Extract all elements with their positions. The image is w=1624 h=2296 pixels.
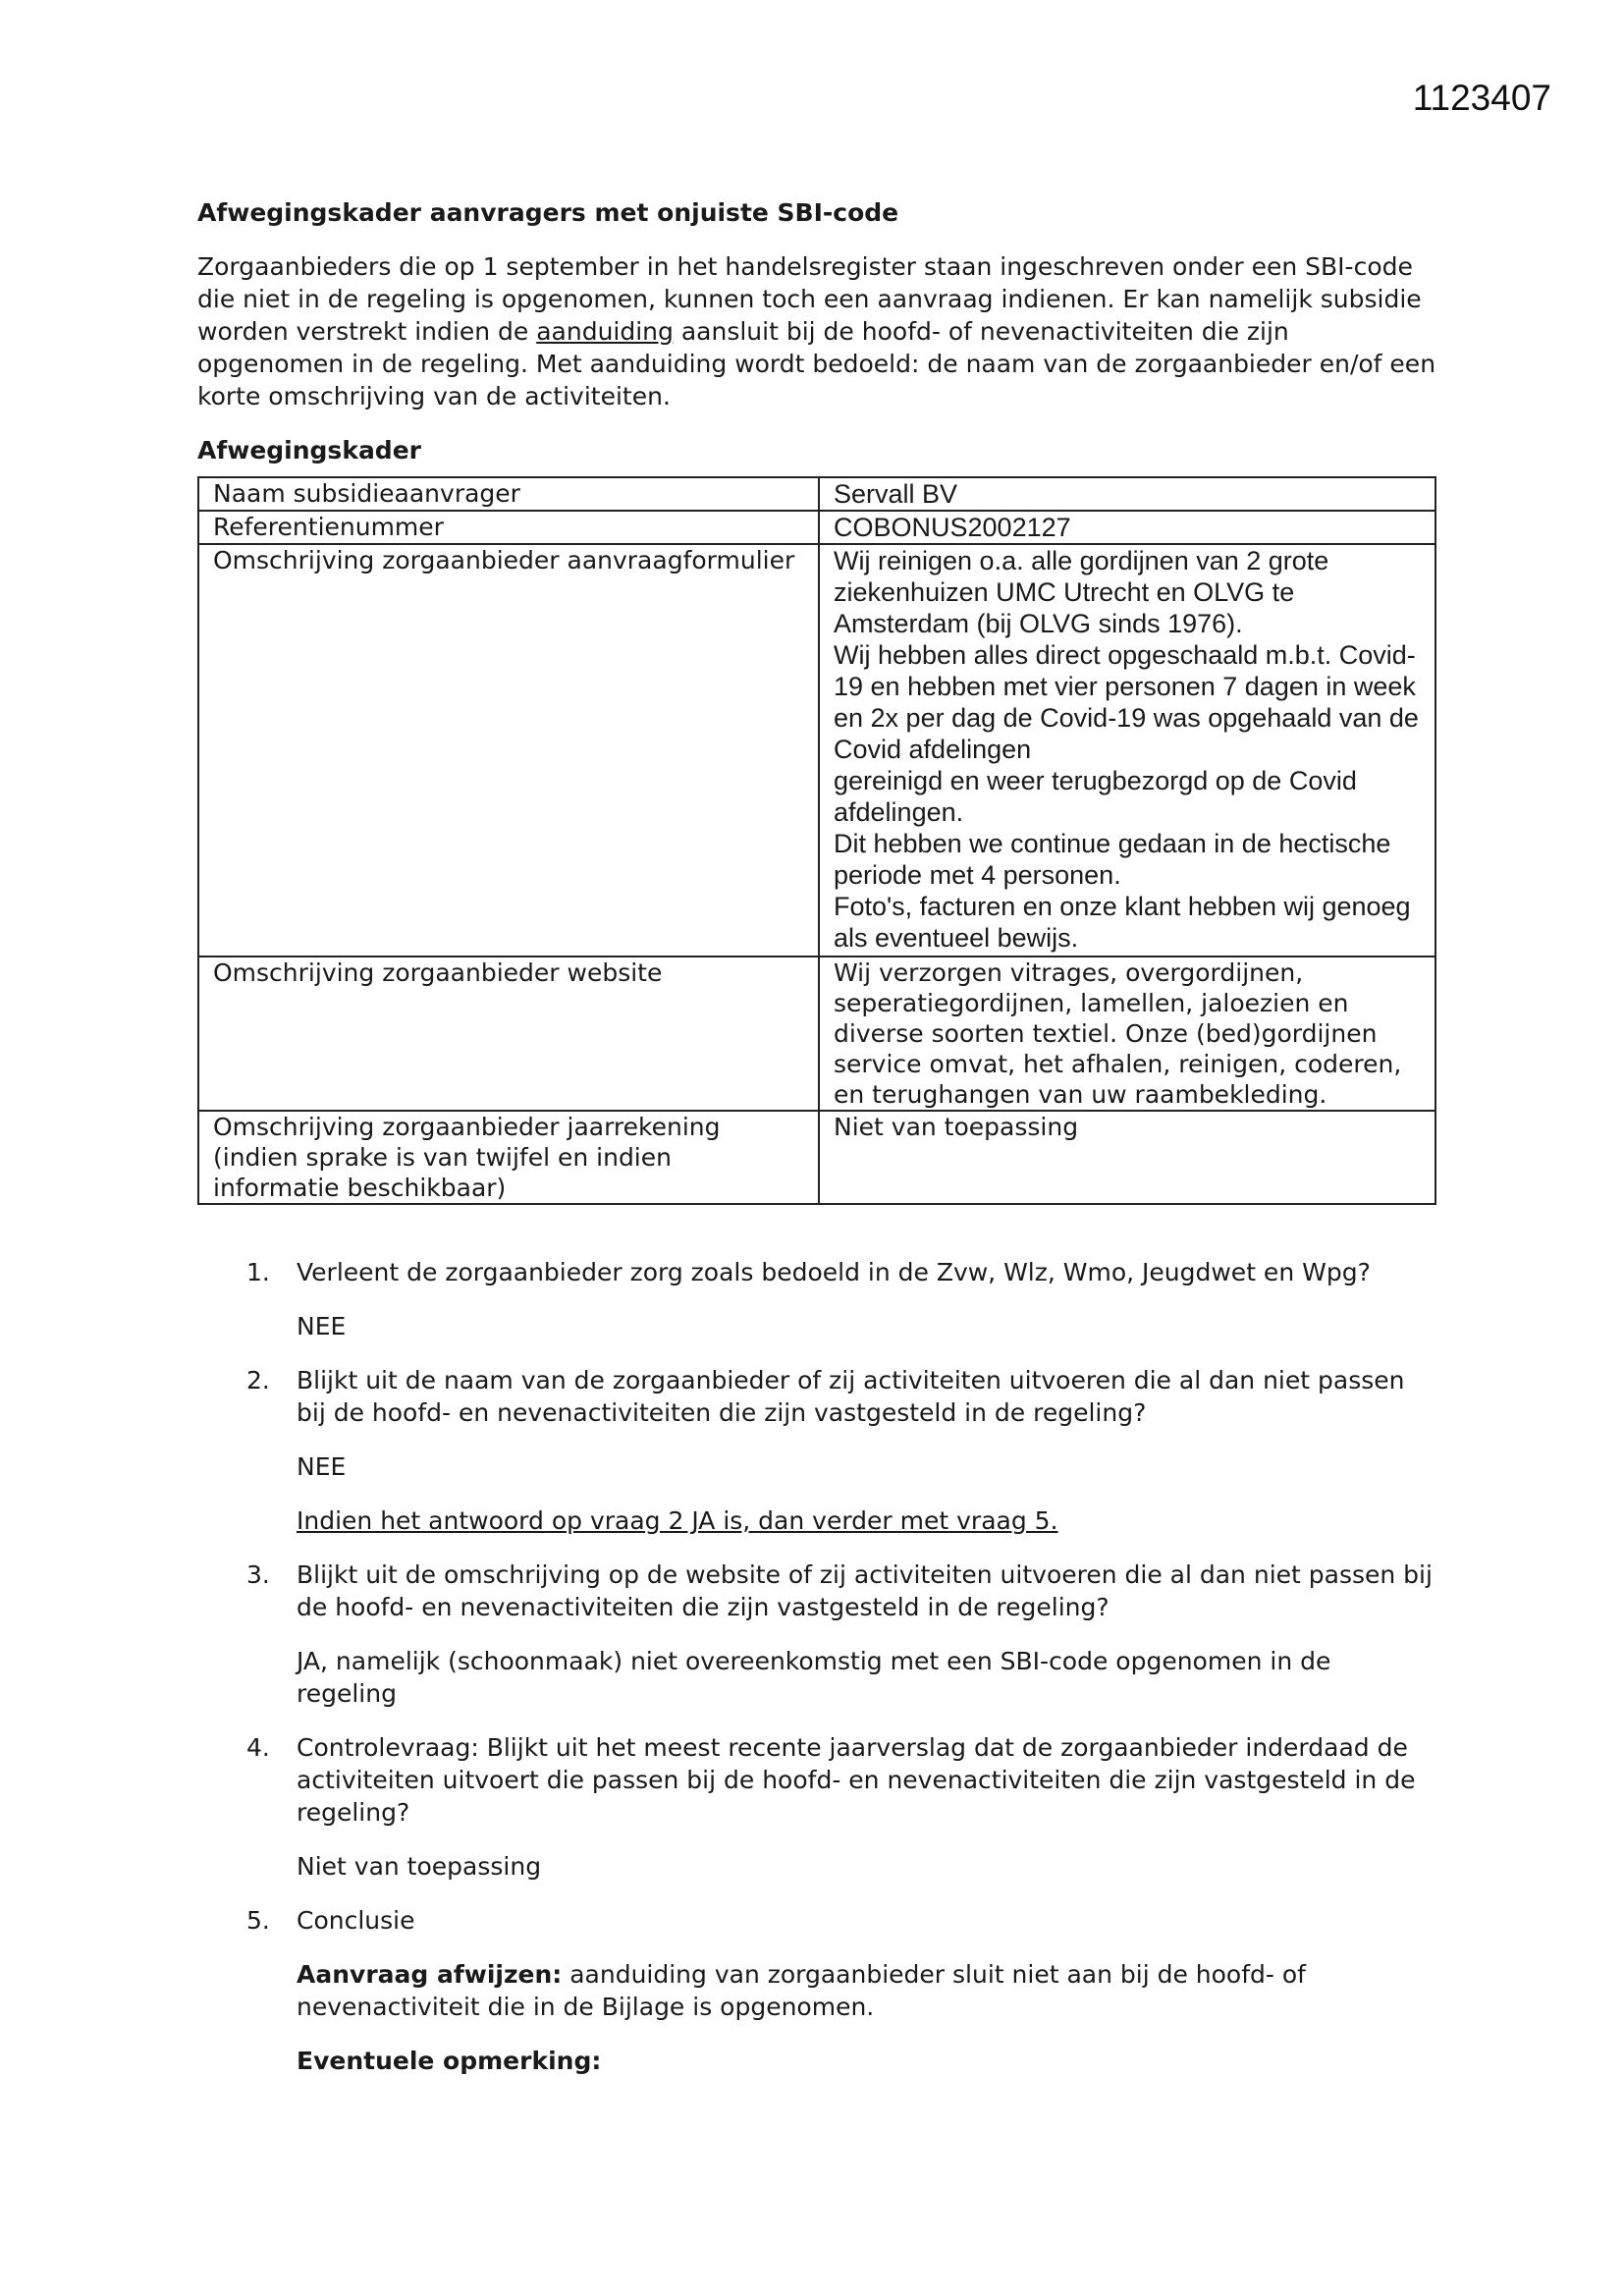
question-item [197,1904,1436,1937]
question-text: Verleent de zorgaanbieder zorg zoals bedoeld in de Zvw, Wlz, Wmo, Jeugdwet en Wpg? [297,1258,1371,1286]
table-row [198,477,1435,511]
question-answer: NEE [297,1312,347,1340]
question-answer: Niet van toepassing [297,1852,542,1881]
table-value-cell: Servall BV [819,477,1435,511]
conclusion-label: Aanvraag afwijzen: [297,1960,563,1989]
question-item [197,1256,1436,1288]
question-number: 5. [246,1906,270,1935]
table-row [198,511,1435,544]
assessment-table [197,476,1436,1205]
table-value-cell: Wij verzorgen vitrages, overgordijnen, seperatiegordijnen, lamellen, jaloezien en diverse soorten textiel. Onze (bed)gordijnen service omvat, het afhalen, reinigen, coderen, en terughangen van uw raambekleding. [819,957,1435,1111]
table-label-cell: Omschrijving zorgaanbieder aanvraagformulier [198,544,819,957]
question-text: Controlevraag: Blijkt uit het meest recente jaarverslag dat de zorgaanbieder inderdaad de activiteiten uitvoert die passen bij de hoofd- en nevenactiviteiten die zijn vastgesteld in de regeling? [297,1733,1416,1827]
question-item [197,1364,1436,1429]
question-item [197,1731,1436,1829]
table-value-cell: COBONUS2002127 [819,511,1435,544]
question-text: Conclusie [297,1906,415,1935]
question-text: Blijkt uit de omschrijving op de website of zij activiteiten uitvoeren die al dan niet passen bij de hoofd- en nevenactiviteiten die zijn vastgesteld in de regeling? [297,1560,1433,1621]
question-text: Blijkt uit de naam van de zorgaanbieder of zij activiteiten uitvoeren die al dan niet passen bij de hoofd- en nevenactiviteiten die zijn vastgesteld in de regeling? [297,1366,1405,1427]
conclusion-text [197,1958,1436,2023]
question-item [197,1558,1436,1623]
section-heading: Afwegingskader [197,436,421,465]
table-label-cell: Omschrijving zorgaanbieder website [198,957,819,1111]
question-number: 4. [246,1733,270,1762]
document-number: 1123407 [1412,78,1551,118]
intro-text-2: aansluit bij de hoofd- of nevenactiviteiten die zijn opgenomen in de regeling. Met aanduiding wordt bedoeld: de naam van de zorgaanbieder en/of een korte omschrijving van de activiteiten. [197,317,1436,410]
table-label-cell: Omschrijving zorgaanbieder jaarrekening (indien sprake is van twijfel en indien informatie beschikbaar) [198,1111,819,1204]
question-number: 3. [246,1560,270,1589]
question-answer: NEE [297,1452,347,1481]
table-row [198,544,1435,957]
document-body [197,196,1436,2099]
intro-text-1: Zorgaanbieders die op 1 september in het handelsregister staan ingeschreven onder een SBI-code die niet in de regeling is opgenomen, kunnen toch een aanvraag indienen. Er kan namelijk subsidie worden verstrekt indien de [197,252,1422,346]
remark-label: Eventuele opmerking: [297,2047,602,2075]
table-value-cell: Wij reinigen o.a. alle gordijnen van 2 grote ziekenhuizen UMC Utrecht en OLVG te Amsterdam (bij OLVG sinds 1976). Wij hebben alles direct opgeschaald m.b.t. Covid-19 en hebben met vier personen 7 dagen in week en 2x per dag de Covid-19 was opgehaald van de Covid afdelingen gereinigd en weer terugbezorgd op de Covid afdelingen. Dit hebben we continue gedaan in de hectische periode met 4 personen. Foto's, facturen en onze klant hebben wij genoeg als eventueel bewijs. [819,544,1435,957]
question-list [197,1256,1436,2077]
intro-paragraph [197,250,1436,412]
question-note: Indien het antwoord op vraag 2 JA is, dan verder met vraag 5. [297,1506,1058,1535]
question-answer: JA, namelijk (schoonmaak) niet overeenkomstig met een SBI-code opgenomen in de regeling [297,1647,1331,1708]
table-label-cell: Naam subsidieaanvrager [198,477,819,511]
question-number: 2. [246,1366,270,1394]
page-title: Afwegingskader aanvragers met onjuiste SBI-code [197,198,899,227]
intro-underlined-term: aanduiding [536,317,674,346]
table-value-cell: Niet van toepassing [819,1111,1435,1204]
table-row [198,1111,1435,1204]
conclusion-body: aanduiding van zorgaanbieder sluit niet aan bij de hoofd- of nevenactiviteit die in de Bijlage is opgenomen. [297,1960,1306,2021]
table-label-cell: Referentienummer [198,511,819,544]
question-number: 1. [246,1258,270,1286]
table-row [198,957,1435,1111]
